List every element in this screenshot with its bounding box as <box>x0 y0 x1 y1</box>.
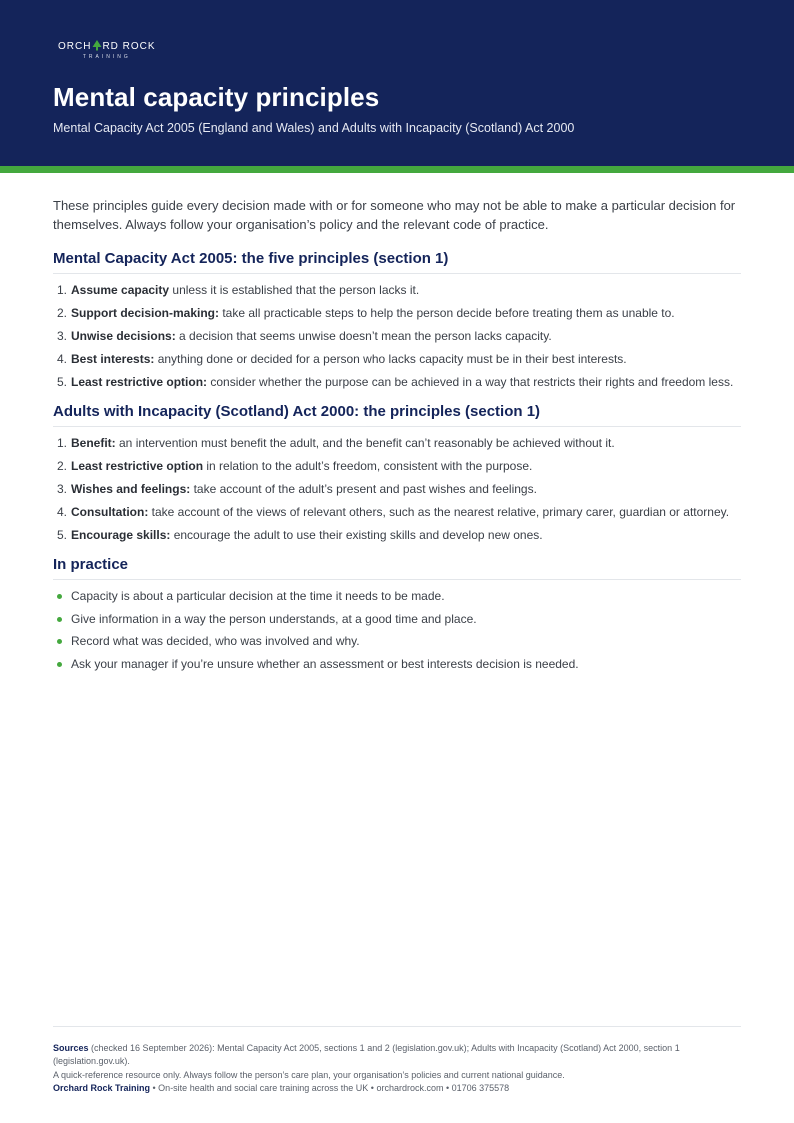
logo-text-left: ORCH <box>58 41 92 52</box>
principle-term: Encourage skills: <box>71 528 171 542</box>
principle-term: Least restrictive option <box>71 459 204 473</box>
principle-term: Wishes and feelings: <box>71 482 191 496</box>
footer-sources: Sources (checked 16 September 2026): Mental Capacity Act 2005, sections 1 and 2 (legislation.gov.uk); Adults with Incapacity (Scotland) Act 2000, section 1 (legislation.gov.uk). <box>53 1043 680 1067</box>
principle-text: take account of the adult’s present and past wishes and feelings. <box>190 482 537 496</box>
principle-text: anything done or decided for a person who lacks capacity must be in their best interests. <box>154 352 627 366</box>
principle-term: Assume capacity <box>71 283 170 297</box>
practice-list <box>53 588 741 673</box>
list-item: 1. Benefit: an intervention must benefit the adult, and the benefit can’t reasonably be achieved without it. <box>57 436 615 450</box>
list-item: 4. Consultation: take account of the views of relevant others, such as the nearest relative, primary carer, guardian or attorney. <box>57 505 730 519</box>
bullet-icon <box>57 594 62 599</box>
list-item: 3. Wishes and feelings: take account of the adult’s present and past wishes and feelings. <box>57 482 537 496</box>
main-content <box>53 196 741 678</box>
list-item: Capacity is about a particular decision at the time it needs to be made. <box>53 588 741 605</box>
list-item: 3. Unwise decisions: a decision that seems unwise doesn’t mean the person lacks capacity. <box>57 329 552 343</box>
bullet-icon <box>57 662 62 667</box>
list-item: 5. Least restrictive option: consider whether the purpose can be achieved in a way that restricts their rights and freedom less. <box>57 375 734 389</box>
mca-principles-list <box>53 282 741 391</box>
list-item: 2. Least restrictive option in relation to the adult’s freedom, consistent with the purpose. <box>57 459 533 473</box>
list-item: 4. Best interests: anything done or decided for a person who lacks capacity must be in their best interests. <box>57 352 627 366</box>
awi-principles-list <box>53 435 741 544</box>
bullet-icon <box>57 617 62 622</box>
principle-text: an intervention must benefit the adult, and the benefit can’t reasonably be achieved without it. <box>115 436 615 450</box>
principle-text: in relation to the adult’s freedom, consistent with the purpose. <box>203 459 533 473</box>
principle-term: Support decision-making: <box>71 306 220 320</box>
footer-org: Orchard Rock Training • On-site health and social care training across the UK • orchardrock.com • 01706 375578 <box>53 1082 510 1093</box>
awi-heading: Adults with Incapacity (Scotland) Act 2000: the principles (section 1) <box>53 403 741 427</box>
list-item: 1. Assume capacity unless it is established that the person lacks it. <box>57 283 420 297</box>
logo-text-right: RD ROCK <box>102 41 156 52</box>
principle-text: take all practicable steps to help the person decide before treating them as unable to. <box>219 306 675 320</box>
mca-heading: Mental Capacity Act 2005: the five principles (section 1) <box>53 250 741 274</box>
page-subtitle: Mental Capacity Act 2005 (England and Wales) and Adults with Incapacity (Scotland) Act 2000 <box>53 121 575 135</box>
list-item: 5. Encourage skills: encourage the adult to use their existing skills and develop new ones. <box>57 528 543 542</box>
list-item: Record what was decided, who was involved and why. <box>53 633 741 650</box>
sources-label: Sources <box>53 1043 89 1053</box>
list-item: Give information in a way the person understands, at a good time and place. <box>53 611 741 628</box>
list-item: Ask your manager if you’re unsure whether an assessment or best interests decision is needed. <box>53 656 741 673</box>
principle-term: Consultation: <box>71 505 149 519</box>
principle-text: unless it is established that the person lacks it. <box>169 283 420 297</box>
header-accent-stripe <box>0 166 794 173</box>
principle-text: consider whether the purpose can be achieved in a way that restricts their rights and freedom less. <box>207 375 734 389</box>
header-banner <box>0 0 794 166</box>
principle-term: Benefit: <box>71 436 116 450</box>
principle-text: encourage the adult to use their existing skills and develop new ones. <box>170 528 543 542</box>
principle-term: Unwise decisions: <box>71 329 176 343</box>
intro-paragraph: These principles guide every decision made with or for someone who may not be able to make a particular decision for themselves. Always follow your organisation’s policy and the relevant code of practice. <box>53 198 736 232</box>
page-title: Mental capacity principles <box>53 82 380 112</box>
footer-disclaimer: A quick-reference resource only. Always follow the person’s care plan, your organisation’s policies and current national guidance. <box>53 1069 565 1080</box>
footer <box>53 1026 741 1095</box>
orchard-rock-logo <box>58 41 156 60</box>
bullet-icon <box>57 639 62 644</box>
tree-icon <box>92 42 102 52</box>
principle-term: Best interests: <box>71 352 155 366</box>
practice-heading: In practice <box>53 556 741 580</box>
principle-term: Least restrictive option: <box>71 375 208 389</box>
principle-text: a decision that seems unwise doesn’t mean the person lacks capacity. <box>175 329 552 343</box>
org-name: Orchard Rock Training <box>53 1082 151 1093</box>
logo-subtext: TRAINING <box>82 54 131 60</box>
principle-text: take account of the views of relevant others, such as the nearest relative, primary carer, guardian or attorney. <box>148 505 730 519</box>
list-item: 2. Support decision-making: take all practicable steps to help the person decide before treating them as unable to. <box>57 306 675 320</box>
